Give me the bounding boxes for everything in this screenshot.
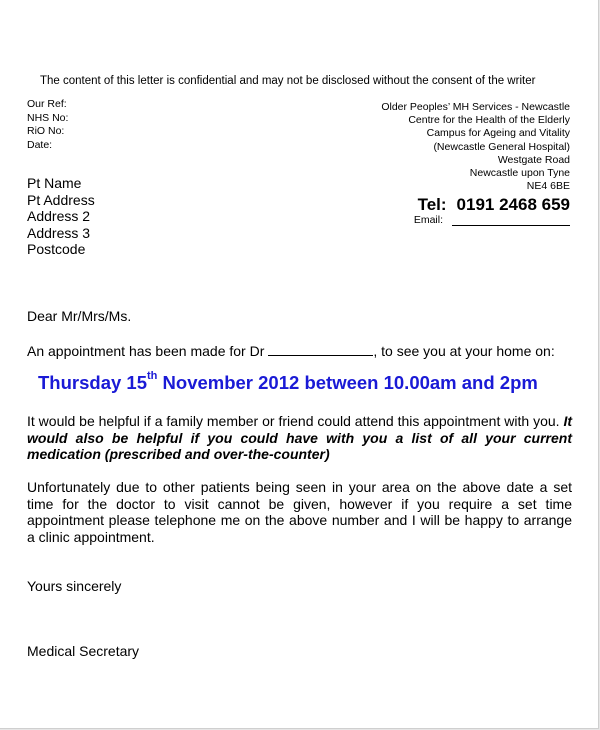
org-line-3: Campus for Ageing and Vitality <box>426 127 570 140</box>
org-line-2: Centre for the Health of the Elderly <box>408 114 570 127</box>
our-ref-label: Our Ref: <box>27 98 67 110</box>
org-service-location: Newcastle <box>518 101 570 113</box>
appointment-intro-end: , to see you at your home on: <box>373 343 555 359</box>
medication-notice: It would also be helpful if you could have with you a list of all your current medication (prescribed and over-the-counter) <box>27 413 572 463</box>
closing: Yours sincerely <box>27 578 122 594</box>
appointment-day-suffix: th <box>147 370 158 382</box>
appointment-date <box>38 372 538 394</box>
email-line <box>414 213 570 226</box>
organization-address <box>381 101 570 193</box>
org-line-4: (Newcastle General Hospital) <box>433 140 570 153</box>
appointment-intro <box>27 342 555 359</box>
doctor-name-blank <box>268 342 373 356</box>
org-line-5: Westgate Road <box>497 153 570 166</box>
tel-label: Tel: <box>417 195 447 214</box>
appointment-time: November 2012 between 10.00am and 2pm <box>157 372 538 393</box>
date-label: Date: <box>27 138 53 151</box>
org-service-name: Older Peoples’ MH Services - <box>381 101 519 113</box>
salutation: Dear Mr/Mrs/Ms. <box>27 308 132 324</box>
family-member-paragraph <box>27 413 572 463</box>
recipient-address-2: Address 2 <box>27 208 91 225</box>
recipient-address <box>27 175 95 258</box>
email-label: Email: <box>413 214 443 226</box>
recipient-name: Pt Name <box>27 175 82 191</box>
signature-title: Medical Secretary <box>27 643 140 659</box>
appointment-intro-text: An appointment has been made for Dr <box>27 343 265 359</box>
org-service-line <box>381 101 570 114</box>
recipient-address-3: Address 3 <box>27 224 91 241</box>
org-line-6: Newcastle upon Tyne <box>469 167 570 180</box>
appointment-day: Thursday 15 <box>38 372 147 393</box>
email-blank-field <box>452 213 570 226</box>
recipient-postcode: Postcode <box>27 241 86 258</box>
nhs-no-label: NHS No: <box>27 111 69 124</box>
recipient-address-1: Pt Address <box>27 191 95 208</box>
family-member-text: It would be helpful if a family member or friend could attend this appointment with you. <box>27 413 564 429</box>
confidential-notice: The content of this letter is confidential and may not be disclosed without the consent of the writer <box>40 75 536 87</box>
reference-block <box>27 98 68 152</box>
visit-time-paragraph: Unfortunately due to other patients being seen in your area on the above date a set time for the doctor to visit cannot be given, however if you require a set time appointment please telephone me on the above number and I will be happy to arrange a clinic appointment. <box>27 479 572 545</box>
org-postcode: NE4 6BE <box>526 180 570 193</box>
tel-number: 0191 2468 659 <box>456 195 570 214</box>
telephone-line <box>418 195 570 215</box>
rio-no-label: RiO No: <box>27 125 65 137</box>
